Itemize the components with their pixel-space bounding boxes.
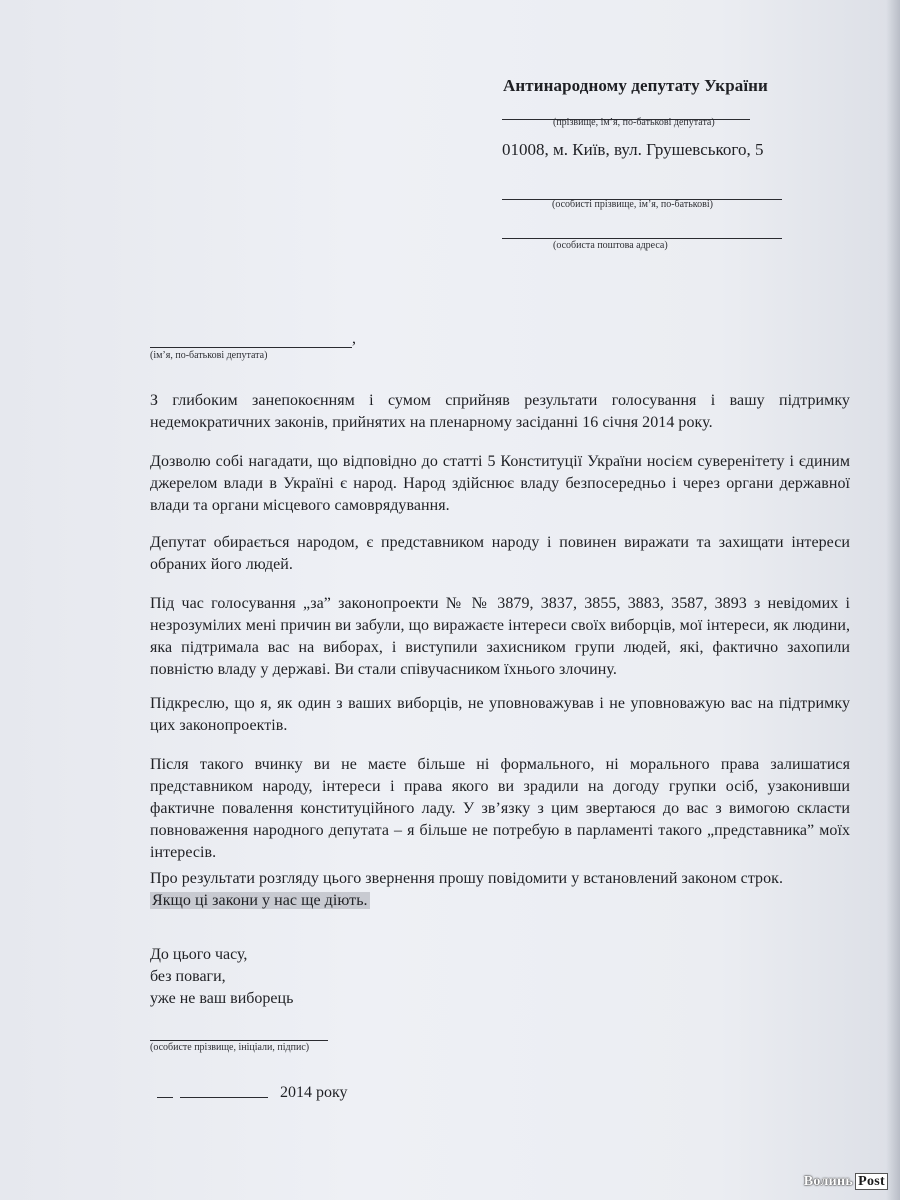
salutation-caption: (ім’я, по-батькові депутата) bbox=[150, 350, 268, 361]
watermark-part2: Post bbox=[855, 1173, 888, 1190]
volyn-post-watermark bbox=[804, 1174, 888, 1190]
paragraph-1 bbox=[150, 390, 850, 434]
paragraph-3 bbox=[150, 532, 850, 576]
sender-address-line bbox=[502, 238, 782, 239]
parliament-address: 01008, м. Київ, вул. Грушевського, 5 bbox=[502, 140, 764, 159]
paragraph-text: З глибоким занепокоєнням і сумом сприйняв результати голосування і вашу підтримку недемократичних законів, прийнятих на пленарному засіданні 16 січня 2014 року. bbox=[150, 392, 850, 431]
paragraph-5 bbox=[150, 693, 850, 737]
closing-line-3: уже не ваш виборець bbox=[150, 990, 294, 1007]
paragraph-text: Під час голосування „за” законопроекти № № 3879, 3837, 3855, 3883, 3587, 3893 з невідомих і незрозумілих мені причин ви забули, що виражаєте інтереси своїх виборців, мої інтереси, як людини, яка підтримала вас на виборах, і виступили захисником групи людей, які, фактично захопили повністю владу у державі. Ви стали співучасником їхнього злочину. bbox=[150, 595, 850, 678]
paragraph-7 bbox=[150, 868, 850, 912]
closing-line-1: До цього часу, bbox=[150, 946, 248, 963]
paragraph-text: Депутат обирається народом, є представником народу і повинен виражати та захищати інтереси обраних його людей. bbox=[150, 534, 850, 573]
closing-block bbox=[150, 944, 293, 1010]
signature-line bbox=[150, 1040, 328, 1041]
salutation-line bbox=[150, 347, 352, 348]
closing-line-2: без поваги, bbox=[150, 968, 226, 985]
paragraph-text: Дозволю собі нагадати, що відповідно до статті 5 Конституції України носієм суверенітету і єдиним джерелом влади в Україні є народ. Народ здійснює владу безпосередньо і через органи державної влади та органи місцевого самоврядування. bbox=[150, 453, 850, 514]
signature-caption: (особисте прізвище, ініціали, підпис) bbox=[150, 1042, 310, 1053]
date-day-line bbox=[157, 1097, 173, 1098]
recipient-title: Антинародному депутату України bbox=[503, 76, 768, 95]
date-year-text: 2014 року bbox=[280, 1084, 348, 1101]
watermark-part1: Волинь bbox=[803, 1174, 854, 1189]
deputy-name-caption: (прізвище, ім’я, по-батькові депутата) bbox=[553, 117, 715, 128]
paragraph-4 bbox=[150, 593, 850, 681]
paragraph-text: Про результати розгляду цього звернення прошу повідомити у встановлений законом строк. bbox=[150, 870, 784, 887]
paragraph-text: Після такого вчинку ви не маєте більше ні формального, ні морального права залишатися представником народу, інтереси і права якого ви зрадили на догоду групки осіб, узаконивши фактичне повалення конституційного ладу. У зв’язку з цим звертаюся до вас з вимогою скласти повноваження народного депутата – я більше не потребую в парламенті такого „представника” моїх інтересів. bbox=[150, 756, 850, 861]
salutation-comma: , bbox=[352, 330, 356, 347]
date-month-line bbox=[180, 1097, 268, 1098]
paragraph-2 bbox=[150, 451, 850, 517]
sender-name-caption: (особисті прізвище, ім’я, по-батькові) bbox=[552, 199, 713, 210]
sender-address-caption: (особиста поштова адреса) bbox=[553, 240, 668, 251]
highlighted-line: Якщо ці закони у нас ще діють. bbox=[152, 892, 368, 909]
paragraph-6 bbox=[150, 754, 850, 864]
paragraph-text: Підкреслю, що я, як один з ваших виборців, не уповноважував і не уповноважую вас на підтримку цих законопроектів. bbox=[150, 695, 850, 734]
